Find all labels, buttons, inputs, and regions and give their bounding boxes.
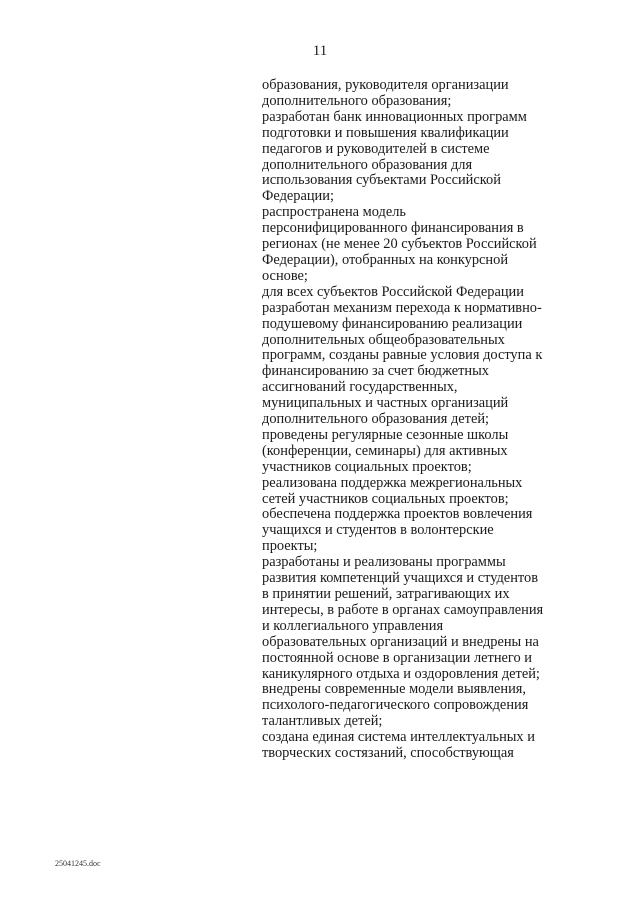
- text-line: распространена модель: [262, 204, 406, 221]
- text-line: интересы, в работе в органах самоуправления: [262, 601, 544, 618]
- page-number: 11: [312, 43, 328, 59]
- text-line: и коллегиального управления: [262, 617, 444, 634]
- text-line: дополнительного образования;: [262, 92, 452, 109]
- text-line: учащихся и студентов в волонтерские: [262, 522, 494, 539]
- text-line: дополнительных общеобразовательных: [262, 331, 505, 348]
- text-line: реализована поддержка межрегиональных: [262, 474, 523, 491]
- text-line: для всех субъектов Российской Федерации: [262, 283, 524, 300]
- text-line: сетей участников социальных проектов;: [262, 490, 509, 507]
- text-line: Федерации;: [262, 188, 334, 205]
- text-line: участников социальных проектов;: [262, 458, 472, 475]
- text-line: в принятии решений, затрагивающих их: [262, 586, 510, 602]
- text-line: ассигнований государственных,: [262, 379, 458, 396]
- text-line: использования субъектами Российской: [262, 172, 501, 189]
- text-line: дополнительного образования детей;: [262, 411, 490, 428]
- text-line: разработан банк инновационных программ: [262, 108, 527, 125]
- text-line: проведены регулярные сезонные школы: [262, 426, 509, 443]
- text-line: обеспечена поддержка проектов вовлечения: [262, 506, 533, 523]
- text-line: дополнительного образования для: [262, 156, 473, 173]
- text-line: внедрены современные модели выявления,: [262, 681, 527, 698]
- text-line: талантливых детей;: [262, 713, 383, 730]
- text-line: муниципальных и частных организаций: [262, 395, 509, 412]
- text-line: образовательных организаций и внедрены на: [262, 633, 539, 650]
- text-line: постоянной основе в организации летнего и: [262, 649, 532, 666]
- text-line: разработаны и реализованы программы: [262, 554, 506, 571]
- text-line: Федерации), отобранных на конкурсной: [262, 251, 509, 268]
- text-line: (конференции, семинары) для активных: [262, 442, 508, 459]
- text-line: основе;: [262, 267, 308, 284]
- text-line: разработан механизм перехода к нормативно-: [262, 299, 542, 316]
- text-line: создана единая система интеллектуальных и: [262, 729, 535, 746]
- body-text: [262, 78, 582, 762]
- text-line: развития компетенций учащихся и студентов: [262, 570, 538, 587]
- text-line: каникулярного отдыха и оздоровления детей;: [262, 665, 540, 682]
- text-line: программ, созданы равные условия доступа к: [262, 347, 543, 364]
- text-line: педагогов и руководителей в системе: [262, 140, 490, 157]
- text-line: образования, руководителя организации: [262, 77, 509, 93]
- text-line: регионах (не менее 20 субъектов Российской: [262, 236, 537, 253]
- text-line: финансированию за счет бюджетных: [262, 363, 489, 380]
- text-line: творческих состязаний, способствующая: [262, 745, 514, 762]
- text-line: персонифицированного финансирования в: [262, 220, 524, 237]
- text-line: психолого-педагогического сопровождения: [262, 697, 529, 714]
- text-line: подушевому финансированию реализации: [262, 315, 523, 332]
- text-line: подготовки и повышения квалификации: [262, 124, 509, 141]
- document-code: 25041245.doc: [55, 859, 101, 868]
- text-line: проекты;: [262, 538, 318, 555]
